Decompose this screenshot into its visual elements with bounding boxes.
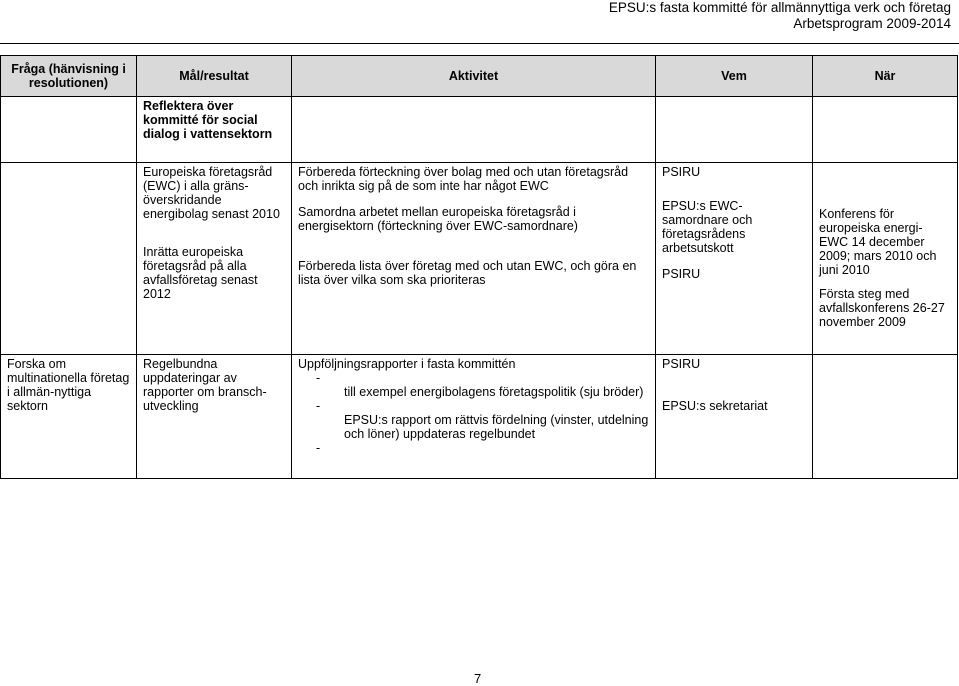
- cell-activity: [292, 97, 656, 163]
- cell-activity: [292, 355, 656, 479]
- who-text: PSIRU: [662, 165, 701, 179]
- activity-text: Samordna arbetet mellan europeiska företagsråd i energisektorn (förteckning över EWC-samordnare): [298, 205, 578, 233]
- col-header-activity: Aktivitet: [292, 56, 656, 97]
- cell-goal: [137, 97, 292, 163]
- page-number: 7: [474, 671, 482, 686]
- cell-who: [656, 355, 813, 479]
- activity-text: Förbereda förteckning över bolag med och utan företagsråd och inrikta sig på de som inte har något EWC: [298, 165, 629, 193]
- table-header-row: [1, 56, 958, 97]
- work-program-table: [0, 55, 958, 479]
- list-item: [298, 371, 649, 399]
- cell-who: [656, 97, 813, 163]
- list-text: [344, 441, 649, 455]
- issue-text: Forska om multinationella företag i allmän-nyttiga sektorn: [7, 357, 130, 413]
- col-header-goal: Mål/resultat: [137, 56, 292, 97]
- list-item: [298, 399, 649, 441]
- cell-goal: [137, 163, 292, 355]
- goal-text: Inrätta europeiska företagsråd på alla avfallsföretag senast 2012: [143, 245, 258, 301]
- document-header: [609, 0, 951, 32]
- list-dash: -: [316, 371, 321, 385]
- cell-goal: [137, 355, 292, 479]
- cell-issue: [1, 163, 137, 355]
- cell-issue: [1, 97, 137, 163]
- cell-when: [813, 97, 958, 163]
- cell-when: [813, 163, 958, 355]
- col-header-who: Vem: [656, 56, 813, 97]
- table-row: [1, 163, 958, 355]
- cell-activity: [292, 163, 656, 355]
- goal-text: Reflektera över kommitté för social dialog i vattensektorn: [143, 99, 273, 141]
- who-text: EPSU:s sekretariat: [662, 399, 768, 413]
- col-header-issue: Fråga (hänvisning i resolutionen): [1, 56, 137, 97]
- list-dash: -: [316, 399, 321, 413]
- list-item: [298, 441, 649, 455]
- list-text: till exempel energibolagens företagspolitik (sju bröder): [344, 385, 644, 399]
- header-rule: [0, 43, 959, 44]
- header-title: EPSU:s fasta kommitté för allmännyttiga verk och företag: [608, 0, 951, 15]
- who-text: PSIRU: [662, 357, 701, 371]
- activity-title: Uppföljningsrapporter i fasta kommittén: [298, 357, 516, 371]
- goal-text: Europeiska företagsråd (EWC) i alla gräns-överskridande energibolag senast 2010: [143, 165, 280, 221]
- goal-text: Regelbundna uppdateringar av rapporter om bransch-utveckling: [143, 357, 267, 413]
- table-row: [1, 355, 958, 479]
- list-text: EPSU:s rapport om rättvis fördelning (vinster, utdelning och löner) uppdateras regelbundet: [344, 413, 649, 441]
- who-text: EPSU:s EWC-samordnare och företagsrådens arbetsutskott: [662, 199, 753, 255]
- list-dash: -: [316, 441, 321, 455]
- when-text: Första steg med avfallskonferens 26-27 november 2009: [819, 287, 945, 329]
- who-text: PSIRU: [662, 267, 701, 281]
- col-header-when: När: [813, 56, 958, 97]
- cell-issue: [1, 355, 137, 479]
- activity-text: Förbereda lista över företag med och utan EWC, och göra en lista över vilka som ska prioriteras: [298, 259, 637, 287]
- table-row: [1, 97, 958, 163]
- cell-when: [813, 355, 958, 479]
- when-text: Konferens för europeiska energi-EWC 14 december 2009; mars 2010 och juni 2010: [819, 207, 937, 277]
- cell-who: [656, 163, 813, 355]
- header-subtitle: Arbetsprogram 2009-2014: [793, 16, 951, 31]
